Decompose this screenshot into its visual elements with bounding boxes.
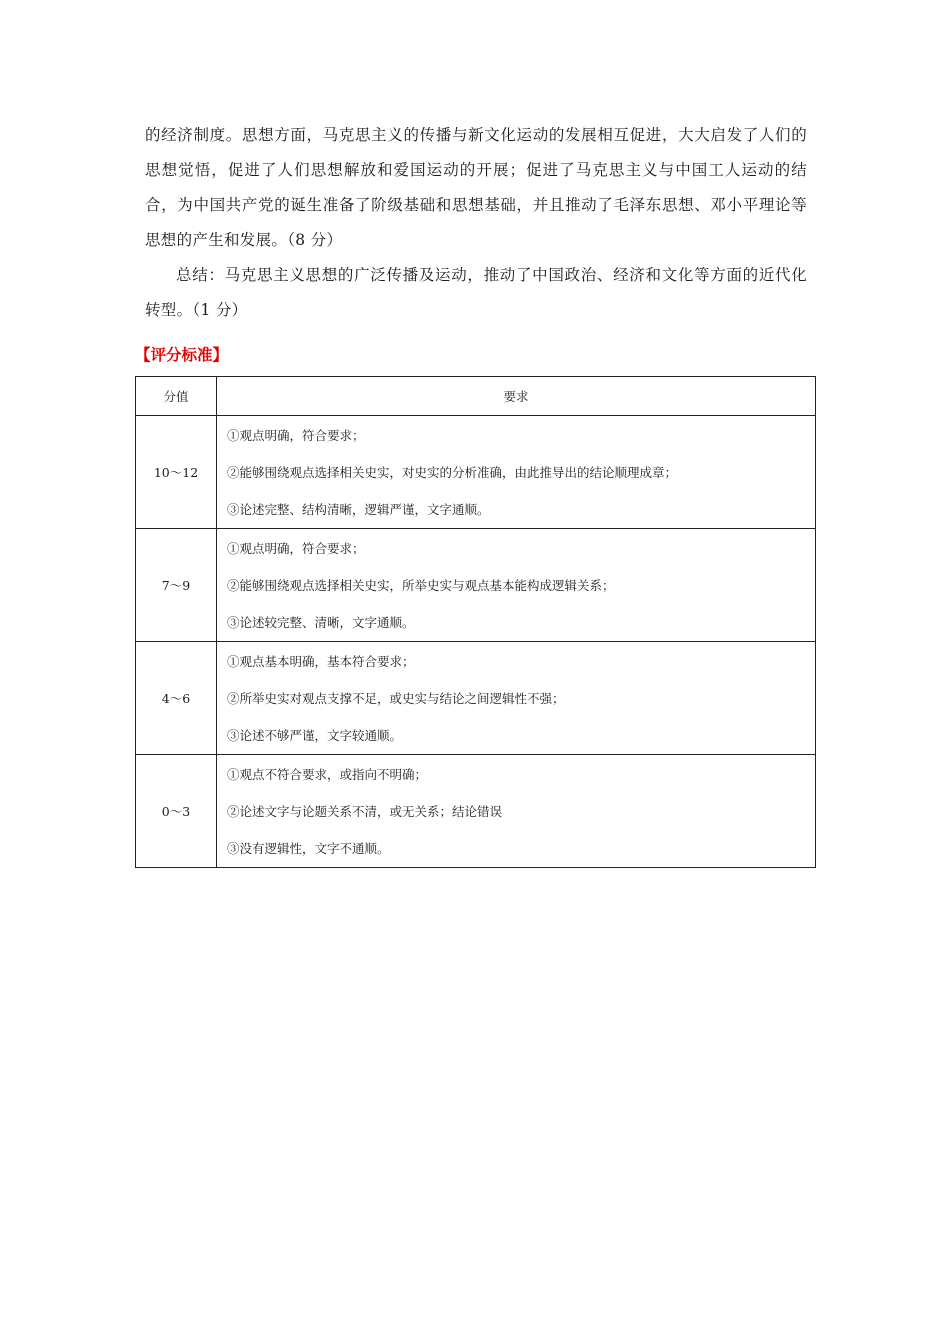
requirement-item: ②所举史实对观点支撑不足，或史实与结论之间逻辑性不强； [227,690,565,706]
scoring-criteria-title: 【评分标准】 [135,346,229,364]
header-score: 分值 [136,377,217,416]
score-cell: 0～3 [136,755,217,868]
requirements-cell [217,755,816,868]
table-row [136,416,816,529]
summary-paragraph: 总结：马克思主义思想的广泛传播及运动，推动了中国政治、经济和文化等方面的近代化转型。（1 分） [145,266,807,319]
requirements-cell [217,642,816,755]
table-row [136,529,816,642]
answer-paragraph: 的经济制度。思想方面，马克思主义的传播与新文化运动的发展相互促进，大大启发了人们的思想觉悟，促进了人们思想解放和爱国运动的开展；促进了马克思主义与中国工人运动的结合，为中国共产党的诞生准备了阶级基础和思想基础，并且推动了毛泽东思想、邓小平理论等思想的产生和发展。（8 分） [145,126,807,249]
requirement-item: ①观点不符合要求，或指向不明确； [227,766,428,782]
requirements-cell [217,416,816,529]
requirement-item: ③论述不够严谨，文字较通顺。 [227,727,403,743]
requirement-item: ①观点基本明确，基本符合要求； [227,653,415,669]
score-cell: 4～6 [136,642,217,755]
score-cell: 7～9 [136,529,217,642]
requirement-item: ①观点明确，符合要求； [227,427,365,443]
document-body [145,118,807,328]
requirement-item: ③没有逻辑性，文字不通顺。 [227,840,390,856]
requirement-item: ②论述文字与论题关系不清，或无关系；结论错误 [227,803,503,819]
header-requirements: 要求 [217,377,816,416]
requirement-item: ②能够围绕观点选择相关史实，所举史实与观点基本能构成逻辑关系； [227,577,615,593]
requirement-item: ③论述较完整、清晰，文字通顺。 [227,614,415,630]
scoring-criteria-table [135,376,816,868]
table-row [136,642,816,755]
requirements-cell [217,529,816,642]
table-row [136,755,816,868]
requirement-item: ③论述完整、结构清晰，逻辑严谨，文字通顺。 [227,501,490,517]
score-cell: 10～12 [136,416,217,529]
requirement-item: ①观点明确，符合要求； [227,540,365,556]
table-header-row [136,377,816,416]
requirement-item: ②能够围绕观点选择相关史实，对史实的分析准确，由此推导出的结论顺理成章； [227,464,678,480]
